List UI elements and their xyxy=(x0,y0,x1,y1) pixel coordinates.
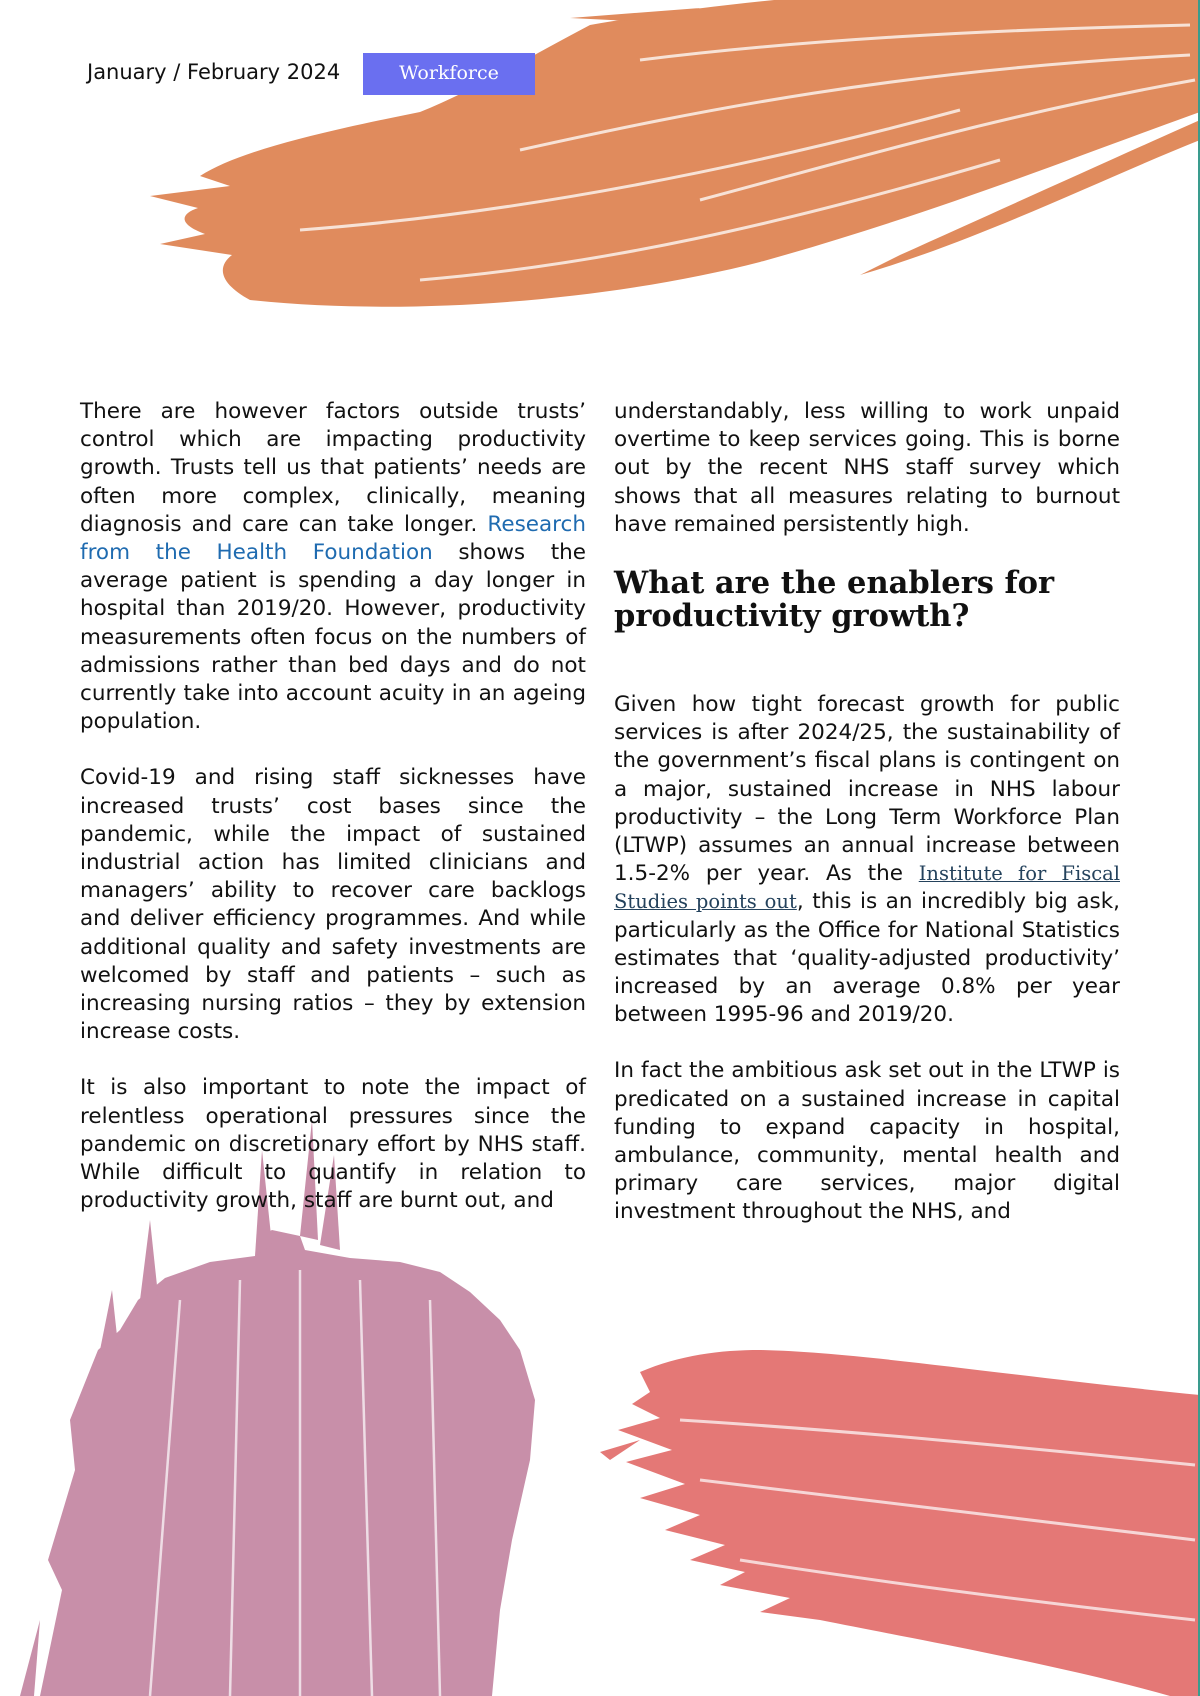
health-foundation-link[interactable]: Research from the Health Foundation xyxy=(80,511,586,566)
orange-brush-stroke xyxy=(150,0,1200,307)
paragraph: In fact the ambitious ask set out in the LTWP is predicated on a sustained increase in capital funding to expand capacity in hospital, ambulance, community, mental health and primary care services, major digital investment throughout the NHS, and xyxy=(614,1058,1120,1225)
paragraph: Covid-19 and rising staff sicknesses have increased trusts’ cost bases since the pandemic, while the impact of sustained industrial action has limited clinicians and managers’ ability to recover care backlogs and deliver efficiency programmes. And while additional quality and safety investments are welcomed by staff and patients – such as increasing nursing ratios – they by extension increase costs. xyxy=(80,765,586,1045)
paragraph: understandably, less willing to work unpaid overtime to keep services going. This is borne out by the recent NHS staff survey which shows that all measures relating to burnout have remained persistently high. xyxy=(614,399,1120,537)
paragraph-text: shows the average patient is spending a day longer in hospital than 2019/20. However, productivity measurements often focus on the numbers of admissions rather than bed days and do not currently take into account acuity in an ageing population. xyxy=(80,540,586,735)
issue-date: January / February 2024 xyxy=(87,60,341,84)
paragraph xyxy=(80,398,586,736)
paragraph-text: Given how tight forecast growth for public services is after 2024/25, the sustainability of the government’s fiscal plans is contingent on a major, sustained increase in NHS labour productivity – the Long Term Workforce Plan (LTWP) assumes an annual increase between 1.5-2% per year. As the xyxy=(614,692,1120,887)
right-column xyxy=(614,398,1120,1227)
section-badge: Workforce xyxy=(363,53,535,95)
left-column xyxy=(80,398,586,1215)
paragraph xyxy=(614,691,1120,1029)
paragraph-text: , this is an incredibly big ask, particularly as the Office for National Statistics estimates that ‘quality-adjusted productivity’ increased by an average 0.8% per year between 1995-96 and 2019/20. xyxy=(614,889,1120,1028)
paragraph-text: There are however factors outside trusts’ control which are impacting productivity growth. Trusts tell us that patients’ needs are often more complex, clinically, meaning diagnosis and care can take longer. xyxy=(80,399,586,537)
section-heading: What are the enablers for productivity growth? xyxy=(614,565,1055,635)
paragraph: It is also important to note the impact of relentless operational pressures since the pandemic on discretionary effort by NHS staff. While difficult to quantify in relation to productivity growth, staff are burnt out, and xyxy=(80,1075,586,1214)
red-brush-stroke xyxy=(600,1350,1200,1696)
ifs-link[interactable]: Institute for Fiscal Studies points out xyxy=(614,862,1120,914)
